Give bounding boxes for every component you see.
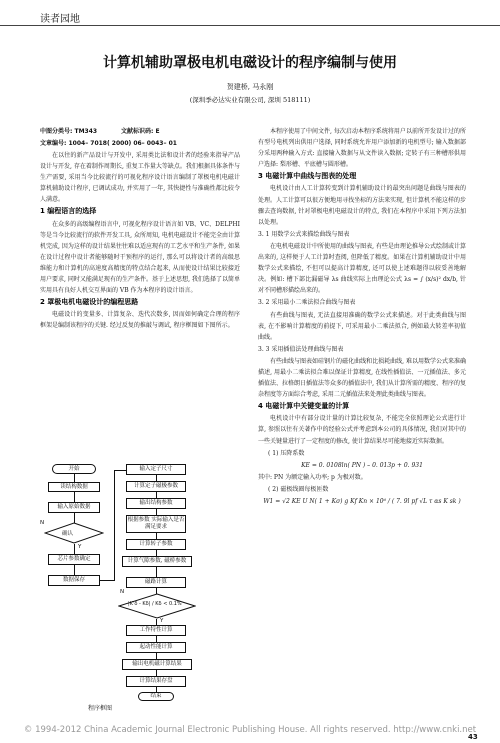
fc-confirm-label: 确认 xyxy=(62,531,74,537)
fc-stator-params: 计算定子磁极参数 xyxy=(126,481,186,492)
fc-yes-label-1: Y xyxy=(78,544,82,550)
fc-start-calc: 起动性能计算 xyxy=(126,642,186,653)
fc-start: 开始 xyxy=(52,464,96,474)
heading-1: 1 编程语言的选择 xyxy=(40,207,97,216)
intro-paragraph: 在以往的新产品设计与开发中, 采用类比法和设计者的经验来指导产品设计与开发, 存在着制作周期长, 重复工作量大等缺点。我们根据具体条件与生产需要, 采用当今比较流行的可视化程序设计语言编制了罩极电机电磁计算机辅助设计程序, 已调试成功, 并实用了一年, 其快捷性与准确性都比较令人满意。 xyxy=(40,152,240,204)
fc-end: 结束 xyxy=(138,692,174,701)
paragraph-intermediate-file: 本程序使用了中间文件, 每次启动本程序系统将用户以前所开发设计过的所有型号电机列出供用户选择, 同时系统允许用户添加新的电机型号; 输入数据部分采用两种输入方式: 直接输入数据与从文件读入数据; 定转子有三种槽形供用户选择: 梨形槽、平底槽与圆形槽。 xyxy=(258,128,466,169)
fc-no-label-2: N xyxy=(120,589,125,595)
section-label: 读者园地 xyxy=(40,14,80,25)
right-column xyxy=(258,126,466,508)
fc-work-calc: 工作特性计算 xyxy=(126,625,186,636)
page-number: 43 xyxy=(468,733,478,741)
copyright-footer: © 1994-2012 China Academic Journal Electronic Publishing House. All rights reserved. http://www.cnki.net xyxy=(23,725,477,735)
flowchart-caption: 程序框图 xyxy=(88,705,113,712)
subheading-3-3: 3. 3 采用插值法处理曲线与图表 xyxy=(258,345,344,353)
paragraph-approach: 电磁设计的变量多、计算复杂、迭代次数多, 因而如何确定合理的程序框架是编制该程序的关键. 经过反复的推敲与调试, 程序框图如下图所示。 xyxy=(40,311,240,330)
fc-no-label-1: N xyxy=(40,520,45,526)
fc-chip-params: 芯片参数确定 xyxy=(48,554,100,565)
formula-1-note: 其中: PN 为额定输入功率; p 为极对数。 xyxy=(258,473,367,481)
subheading-3-1: 3. 1 用数学公式来描绘曲线与图表 xyxy=(258,230,350,238)
fc-rotor-params: 计算转子参数 xyxy=(126,539,186,550)
article-authors: 贺建桥, 马永刚 xyxy=(226,83,274,91)
formula-1-label: ( 1) 压降系数 xyxy=(268,449,305,457)
paragraph-language: 在众多的高级编程语言中, 可视化程序设计语言如 VB、VC、DELPHI 等是当今比较流行的软件开发工具, 众所周知, 电机电磁设计不能完全由计算机完成, 因为这样的设计结果往往难以适应现有的工艺水平和生产条件, 如果在设计过程中设计者能够随时干预程序的运行, 那么可以将设计者的高级思维能力和计算机的高速度高精度的特点结合起来, 从而使设计结果比较接近用户要求, 同时又能满足现有的生产条件。基于上述思想, 我们选择了以简单实用具有良好人机交互界面的 VB 作为本程序的设计语言。 xyxy=(40,220,240,295)
left-column xyxy=(40,150,240,332)
fc-yes-label-2: Y xyxy=(160,618,164,624)
fc-magnetic-calc: 磁路计算 xyxy=(126,577,186,588)
fc-read-structure: 读结构数据 xyxy=(48,482,100,492)
header-rule xyxy=(0,25,500,26)
formula-2: W1 = √2 KE U N( 1 + Kσ) g Kf Kn × 10⁶ / ( 7. 9l pf √L τ αs K sk ) xyxy=(263,498,461,505)
fc-confirm-diamond xyxy=(44,522,104,544)
fc-save-data: 数据保存 xyxy=(48,575,100,586)
paragraph-interpolation: 有些曲线与图表如硅钢片的磁化曲线和比损耗曲线, 难以用数学公式来准确描述, 用最小二乘法拟合难以保证计算精度, 在线性插值法、一元插值法、多元插值法、拉格朗日插值法等众多的插值法中, 我们从计算所需的精度、程序的复杂程度等方面综合考虑, 采用二元插值法来处理此类曲线与图表。 xyxy=(258,357,466,399)
heading-3: 3 电磁计算中曲线与图表的处理 xyxy=(258,172,357,181)
formula-2-label: ( 2) 磁极线圈每极匝数 xyxy=(268,485,329,493)
article-title: 计算机辅助罩极电机电磁设计的程序编制与使用 xyxy=(103,55,397,71)
program-flowchart xyxy=(40,464,240,700)
paragraph-formula-curves: 在电机电磁设计中所使用的曲线与图表, 有些是由理论推导公式绘制或计算出来的, 这样便于人工计算时查阅, 但降低了精度。如果在计算机辅助设计中用数学公式来描绘, 不但可以提高计算精度, 还可以使上述难题得以较妥善地解决。例如: 槽下部比漏磁导 λs 曲线实际上由理论公式 λs = ∫ (x/s)² dx/b, 针对不同槽形描绘出来的。 xyxy=(258,242,466,295)
clc-number: 中图分类号: TM343 xyxy=(40,128,98,135)
formula-1: KE = 0. 0108ln( PN ) – 0. 013p + 0. 931 xyxy=(301,461,423,469)
fc-input-data: 输入原始数据 xyxy=(48,502,100,513)
article-affiliation: (深圳季必达实业有限公司, 深圳 518111) xyxy=(189,96,311,104)
article-number: 文章编号: 1004– 7018( 2000) 06– 0043– 01 xyxy=(40,140,177,147)
fc-convergence-label: |K'δ - Kδ| / Kδ < 0.1% xyxy=(128,601,182,607)
fc-save-results: 计算结果存盘 xyxy=(126,676,186,687)
fc-output-params: 输出结构参数 xyxy=(126,498,186,509)
heading-4: 4 电磁计算中关键变量的计算 xyxy=(258,402,350,411)
paragraph-least-squares: 有些曲线与图表, 无法直接用准确的数学公式来描述。对于此类曲线与图表, 在不影响计算精度的前提下, 可采用最小二乘法拟合, 例如最大转差率初值曲线。 xyxy=(258,311,466,341)
fc-input-size: 输入定子尺寸 xyxy=(126,464,186,475)
fc-output-results: 输出电机磁计算结果 xyxy=(122,659,192,670)
subheading-3-2: 3. 2 采用最小二乘法拟合曲线与图表 xyxy=(258,299,356,307)
paragraph-key-variables: 电机设计中有部分设计量的计算比较复杂, 不能完全依照理论公式进行计算, 参照以往有关著作中的经验公式并考虑到本公司的具体情况, 我们对其中的一些关键量进行了一定程度的修改, 使计算结果尽可能地接近实际数据。 xyxy=(258,415,466,445)
fc-gap-bridge-params: 计算气隙参数, 磁桥参数 xyxy=(122,556,192,567)
paragraph-curves: 电机设计由人工计算转变到计算机辅助设计的最突出问题是曲线与图表的处理。人工计算可以很方便地用寻找坐标的方法来实现, 但计算机不能这样的步骤去查询数据, 针对罩极电机电磁设计的特点, 我们在本程序中采用下列方法加以处理。 xyxy=(258,185,466,226)
document-code: 文献标识码: E xyxy=(121,128,160,135)
fc-adjust-check: 根据参数 实际输入是否满足要求 xyxy=(126,515,186,533)
heading-2: 2 罩极电机电磁设计的编程思路 xyxy=(40,298,139,307)
